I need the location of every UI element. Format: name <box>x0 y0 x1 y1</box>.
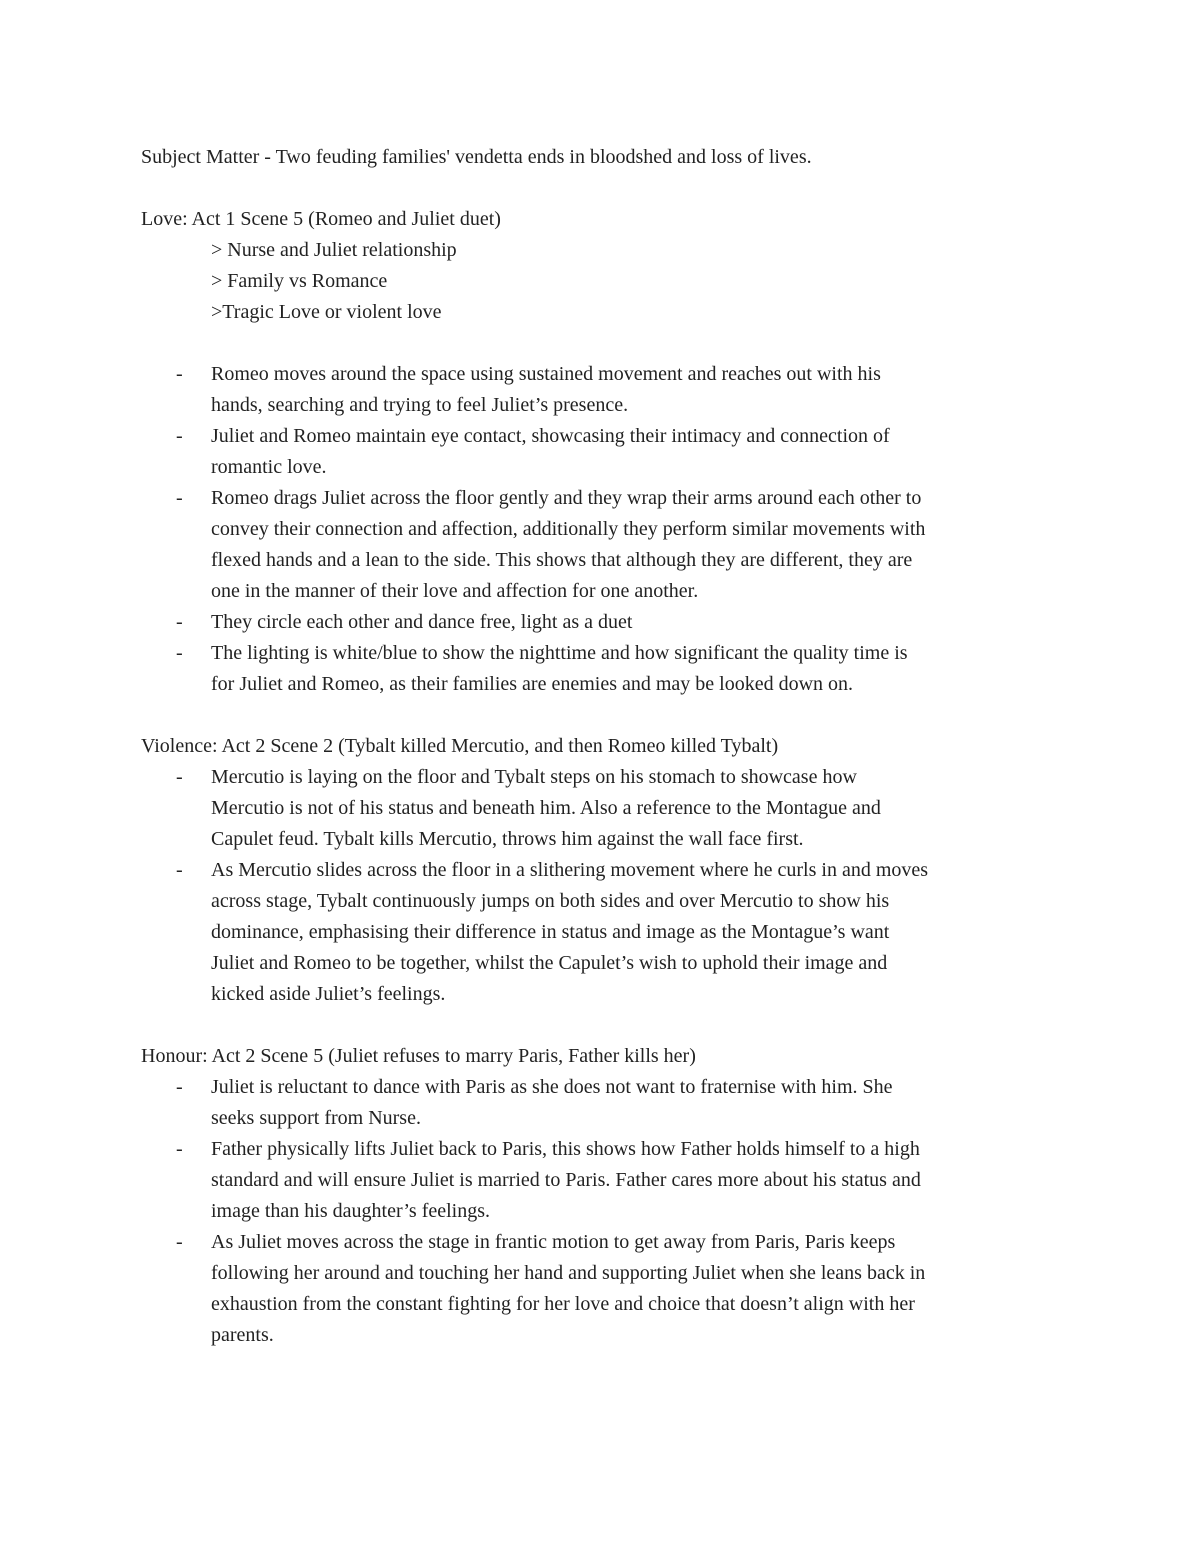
bullet-dash: - <box>176 611 183 633</box>
love-bullet <box>141 638 1071 700</box>
bullet-dash: - <box>176 1076 183 1098</box>
bullet-line: romantic love. <box>211 456 327 478</box>
love-sub-item: >Tragic Love or violent love <box>211 301 442 323</box>
love-bullet <box>141 607 1071 638</box>
bullet-line: convey their connection and affection, additionally they perform similar movements with <box>211 518 926 540</box>
honour-bullet <box>141 1227 1071 1351</box>
violence-bullet <box>141 855 1071 1010</box>
bullet-line: seeks support from Nurse. <box>211 1107 421 1129</box>
bullet-line: Capulet feud. Tybalt kills Mercutio, throws him against the wall face first. <box>211 828 804 850</box>
honour-bullet <box>141 1072 1071 1134</box>
bullet-line: Romeo moves around the space using sustained movement and reaches out with his <box>211 363 881 385</box>
document-page <box>141 142 1071 1351</box>
bullet-line: Father physically lifts Juliet back to Paris, this shows how Father holds himself to a high <box>211 1138 920 1160</box>
bullet-line: kicked aside Juliet’s feelings. <box>211 983 446 1005</box>
bullet-line: Romeo drags Juliet across the floor gently and they wrap their arms around each other to <box>211 487 922 509</box>
bullet-dash: - <box>176 642 183 664</box>
bullet-dash: - <box>176 859 183 881</box>
violence-bullet <box>141 762 1071 855</box>
bullet-dash: - <box>176 425 183 447</box>
bullet-line: flexed hands and a lean to the side. This shows that although they are different, they are <box>211 549 913 571</box>
bullet-line: Mercutio is laying on the floor and Tybalt steps on his stomach to showcase how <box>211 766 857 788</box>
bullet-line: Juliet is reluctant to dance with Paris as she does not want to fraternise with him. She <box>211 1076 893 1098</box>
love-sub-item: > Nurse and Juliet relationship <box>211 239 457 261</box>
love-bullets <box>141 359 1071 700</box>
love-bullet <box>141 483 1071 607</box>
bullet-dash: - <box>176 363 183 385</box>
bullet-dash: - <box>176 487 183 509</box>
subject-matter: Subject Matter - Two feuding families' vendetta ends in bloodshed and loss of lives. <box>141 146 812 168</box>
bullet-line: standard and will ensure Juliet is married to Paris. Father cares more about his status and <box>211 1169 921 1191</box>
honour-bullets <box>141 1072 1071 1351</box>
bullet-line: one in the manner of their love and affection for one another. <box>211 580 699 602</box>
love-sub-item: > Family vs Romance <box>211 270 388 292</box>
bullet-line: Juliet and Romeo maintain eye contact, showcasing their intimacy and connection of <box>211 425 890 447</box>
bullet-dash: - <box>176 1231 183 1253</box>
love-sub-list <box>141 235 1071 328</box>
bullet-line: exhaustion from the constant fighting for her love and choice that doesn’t align with her <box>211 1293 915 1315</box>
bullet-line: The lighting is white/blue to show the nighttime and how significant the quality time is <box>211 642 908 664</box>
bullet-dash: - <box>176 766 183 788</box>
bullet-line: hands, searching and trying to feel Juliet’s presence. <box>211 394 629 416</box>
bullet-line: image than his daughter’s feelings. <box>211 1200 491 1222</box>
love-bullet <box>141 359 1071 421</box>
bullet-line: dominance, emphasising their difference in status and image as the Montague’s want <box>211 921 890 943</box>
bullet-line: Mercutio is not of his status and beneath him. Also a reference to the Montague and <box>211 797 881 819</box>
bullet-line: for Juliet and Romeo, as their families are enemies and may be looked down on. <box>211 673 854 695</box>
bullet-line: They circle each other and dance free, light as a duet <box>211 611 633 633</box>
bullet-line: As Juliet moves across the stage in frantic motion to get away from Paris, Paris keeps <box>211 1231 896 1253</box>
bullet-line: parents. <box>211 1324 274 1346</box>
bullet-line: across stage, Tybalt continuously jumps on both sides and over Mercutio to show his <box>211 890 890 912</box>
bullet-dash: - <box>176 1138 183 1160</box>
violence-bullets <box>141 762 1071 1010</box>
violence-heading: Violence: Act 2 Scene 2 (Tybalt killed Mercutio, and then Romeo killed Tybalt) <box>141 735 779 757</box>
honour-bullet <box>141 1134 1071 1227</box>
love-bullet <box>141 421 1071 483</box>
bullet-line: Juliet and Romeo to be together, whilst the Capulet’s wish to uphold their image and <box>211 952 888 974</box>
bullet-line: following her around and touching her hand and supporting Juliet when she leans back in <box>211 1262 926 1284</box>
love-heading: Love: Act 1 Scene 5 (Romeo and Juliet duet) <box>141 208 501 230</box>
bullet-line: As Mercutio slides across the floor in a slithering movement where he curls in and moves <box>211 859 929 881</box>
honour-heading: Honour: Act 2 Scene 5 (Juliet refuses to marry Paris, Father kills her) <box>141 1045 696 1067</box>
